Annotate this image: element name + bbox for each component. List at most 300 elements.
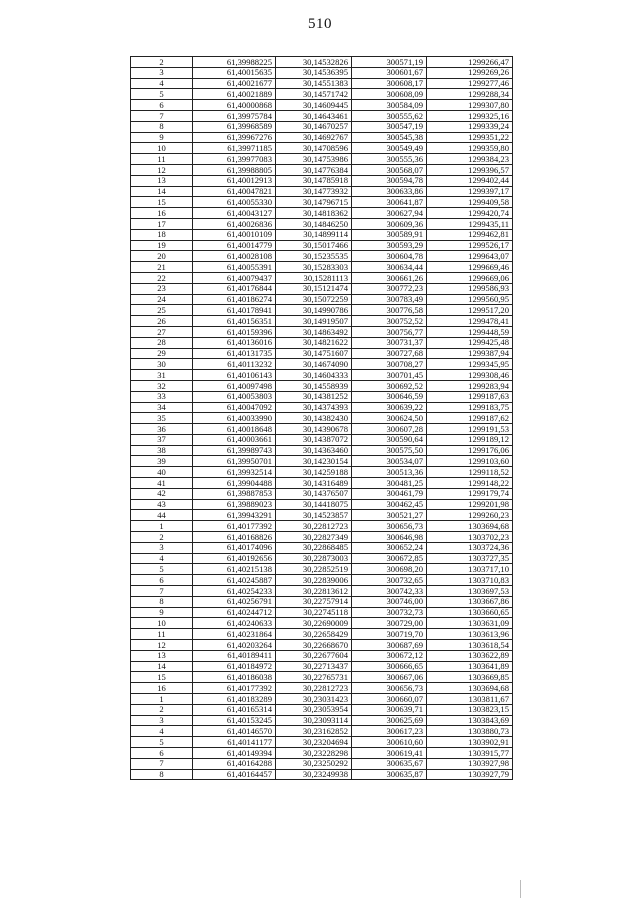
y-coordinate-cell: 1299288,34 <box>427 89 513 100</box>
y-coordinate-cell: 1299191,53 <box>427 424 513 435</box>
table-row <box>131 391 513 402</box>
x-coordinate-cell: 300727,68 <box>352 348 427 359</box>
point-number-cell: 34 <box>131 402 193 413</box>
x-coordinate-cell: 300639,22 <box>352 402 427 413</box>
point-number-cell: 13 <box>131 175 193 186</box>
table-row <box>131 586 513 597</box>
point-number-cell: 12 <box>131 640 193 651</box>
longitude-cell: 30,14846250 <box>276 218 352 229</box>
y-coordinate-cell: 1303823,15 <box>427 704 513 715</box>
table-row <box>131 186 513 197</box>
x-coordinate-cell: 300656,73 <box>352 521 427 532</box>
table-row <box>131 694 513 705</box>
latitude-cell: 61,40131735 <box>193 348 276 359</box>
table-row <box>131 424 513 435</box>
latitude-cell: 61,40240633 <box>193 618 276 629</box>
table-row <box>131 67 513 78</box>
latitude-cell: 61,40012913 <box>193 175 276 186</box>
point-number-cell: 6 <box>131 575 193 586</box>
latitude-cell: 61,40177392 <box>193 521 276 532</box>
latitude-cell: 61,40164288 <box>193 758 276 769</box>
y-coordinate-cell: 1299189,12 <box>427 434 513 445</box>
table-row <box>131 402 513 413</box>
x-coordinate-cell: 300624,50 <box>352 413 427 424</box>
x-coordinate-cell: 300604,78 <box>352 251 427 262</box>
longitude-cell: 30,14863492 <box>276 326 352 337</box>
x-coordinate-cell: 300756,77 <box>352 326 427 337</box>
longitude-cell: 30,14609445 <box>276 100 352 111</box>
x-coordinate-cell: 300634,44 <box>352 262 427 273</box>
table-row <box>131 316 513 327</box>
y-coordinate-cell: 1303660,65 <box>427 607 513 618</box>
table-row <box>131 359 513 370</box>
longitude-cell: 30,14670257 <box>276 121 352 132</box>
longitude-cell: 30,14604333 <box>276 370 352 381</box>
longitude-cell: 30,14692767 <box>276 132 352 143</box>
latitude-cell: 61,40164457 <box>193 769 276 780</box>
longitude-cell: 30,22839006 <box>276 575 352 586</box>
longitude-cell: 30,22873003 <box>276 553 352 564</box>
y-coordinate-cell: 1299643,07 <box>427 251 513 262</box>
y-coordinate-cell: 1299448,59 <box>427 326 513 337</box>
x-coordinate-cell: 300601,67 <box>352 67 427 78</box>
point-number-cell: 2 <box>131 704 193 715</box>
longitude-cell: 30,23053954 <box>276 704 352 715</box>
x-coordinate-cell: 300742,33 <box>352 586 427 597</box>
point-number-cell: 2 <box>131 532 193 543</box>
y-coordinate-cell: 1299409,58 <box>427 197 513 208</box>
longitude-cell: 30,22813612 <box>276 586 352 597</box>
y-coordinate-cell: 1303613,96 <box>427 629 513 640</box>
y-coordinate-cell: 1299269,26 <box>427 67 513 78</box>
x-coordinate-cell: 300584,09 <box>352 100 427 111</box>
x-coordinate-cell: 300719,70 <box>352 629 427 640</box>
latitude-cell: 61,40256791 <box>193 596 276 607</box>
point-number-cell: 7 <box>131 586 193 597</box>
y-coordinate-cell: 1299351,22 <box>427 132 513 143</box>
x-coordinate-cell: 300481,25 <box>352 478 427 489</box>
y-coordinate-cell: 1299187,63 <box>427 391 513 402</box>
point-number-cell: 36 <box>131 424 193 435</box>
latitude-cell: 61,40010109 <box>193 229 276 240</box>
point-number-cell: 4 <box>131 726 193 737</box>
point-number-cell: 10 <box>131 143 193 154</box>
longitude-cell: 30,14818362 <box>276 208 352 219</box>
longitude-cell: 30,23228298 <box>276 748 352 759</box>
y-coordinate-cell: 1299339,24 <box>427 121 513 132</box>
point-number-cell: 23 <box>131 283 193 294</box>
y-coordinate-cell: 1303927,98 <box>427 758 513 769</box>
y-coordinate-cell: 1303694,68 <box>427 683 513 694</box>
point-number-cell: 12 <box>131 164 193 175</box>
table-row <box>131 769 513 780</box>
point-number-cell: 5 <box>131 564 193 575</box>
x-coordinate-cell: 300701,45 <box>352 370 427 381</box>
table-row <box>131 197 513 208</box>
table-row <box>131 348 513 359</box>
longitude-cell: 30,14785918 <box>276 175 352 186</box>
latitude-cell: 61,40186038 <box>193 672 276 683</box>
longitude-cell: 30,14316489 <box>276 478 352 489</box>
longitude-cell: 30,14390678 <box>276 424 352 435</box>
longitude-cell: 30,14821622 <box>276 337 352 348</box>
point-number-cell: 15 <box>131 672 193 683</box>
table-row <box>131 78 513 89</box>
x-coordinate-cell: 300729,00 <box>352 618 427 629</box>
table-row <box>131 121 513 132</box>
point-number-cell: 35 <box>131 413 193 424</box>
point-number-cell: 14 <box>131 186 193 197</box>
latitude-cell: 61,40159396 <box>193 326 276 337</box>
y-coordinate-cell: 1303843,69 <box>427 715 513 726</box>
table-row <box>131 467 513 478</box>
table-row <box>131 510 513 521</box>
y-coordinate-cell: 1303902,91 <box>427 737 513 748</box>
table-row <box>131 640 513 651</box>
point-number-cell: 13 <box>131 650 193 661</box>
latitude-cell: 61,40168826 <box>193 532 276 543</box>
table-row <box>131 218 513 229</box>
point-number-cell: 37 <box>131 434 193 445</box>
x-coordinate-cell: 300462,45 <box>352 499 427 510</box>
point-number-cell: 17 <box>131 218 193 229</box>
table-row <box>131 478 513 489</box>
longitude-cell: 30,14796715 <box>276 197 352 208</box>
table-row <box>131 283 513 294</box>
x-coordinate-cell: 300513,36 <box>352 467 427 478</box>
x-coordinate-cell: 300549,49 <box>352 143 427 154</box>
y-coordinate-cell: 1299560,95 <box>427 294 513 305</box>
latitude-cell: 61,40003661 <box>193 434 276 445</box>
latitude-cell: 61,39932514 <box>193 467 276 478</box>
longitude-cell: 30,22812723 <box>276 521 352 532</box>
latitude-cell: 61,39988225 <box>193 57 276 68</box>
y-coordinate-cell: 1299478,41 <box>427 316 513 327</box>
y-coordinate-cell: 1303702,23 <box>427 532 513 543</box>
point-number-cell: 6 <box>131 748 193 759</box>
table-row <box>131 542 513 553</box>
x-coordinate-cell: 300708,27 <box>352 359 427 370</box>
longitude-cell: 30,15017466 <box>276 240 352 251</box>
x-coordinate-cell: 300619,41 <box>352 748 427 759</box>
longitude-cell: 30,22765731 <box>276 672 352 683</box>
y-coordinate-cell: 1299176,06 <box>427 445 513 456</box>
point-number-cell: 14 <box>131 661 193 672</box>
y-coordinate-cell: 1299345,95 <box>427 359 513 370</box>
point-number-cell: 15 <box>131 197 193 208</box>
point-number-cell: 40 <box>131 467 193 478</box>
x-coordinate-cell: 300687,69 <box>352 640 427 651</box>
point-number-cell: 8 <box>131 121 193 132</box>
point-number-cell: 38 <box>131 445 193 456</box>
latitude-cell: 61,40245887 <box>193 575 276 586</box>
longitude-cell: 30,14773932 <box>276 186 352 197</box>
longitude-cell: 30,14523857 <box>276 510 352 521</box>
point-number-cell: 9 <box>131 132 193 143</box>
y-coordinate-cell: 1299396,57 <box>427 164 513 175</box>
latitude-cell: 61,39971185 <box>193 143 276 154</box>
latitude-cell: 61,40141177 <box>193 737 276 748</box>
point-number-cell: 22 <box>131 272 193 283</box>
x-coordinate-cell: 300617,23 <box>352 726 427 737</box>
table-row <box>131 337 513 348</box>
x-coordinate-cell: 300610,60 <box>352 737 427 748</box>
y-coordinate-cell: 1303697,53 <box>427 586 513 597</box>
point-number-cell: 24 <box>131 294 193 305</box>
longitude-cell: 30,22868485 <box>276 542 352 553</box>
coordinates-table-body <box>131 57 513 780</box>
longitude-cell: 30,14259188 <box>276 467 352 478</box>
point-number-cell: 27 <box>131 326 193 337</box>
latitude-cell: 61,40176844 <box>193 283 276 294</box>
longitude-cell: 30,15283303 <box>276 262 352 273</box>
table-row <box>131 380 513 391</box>
table-row <box>131 143 513 154</box>
point-number-cell: 44 <box>131 510 193 521</box>
latitude-cell: 61,40183289 <box>193 694 276 705</box>
x-coordinate-cell: 300672,85 <box>352 553 427 564</box>
latitude-cell: 61,39975784 <box>193 110 276 121</box>
longitude-cell: 30,22757914 <box>276 596 352 607</box>
point-number-cell: 11 <box>131 154 193 165</box>
x-coordinate-cell: 300672,12 <box>352 650 427 661</box>
y-coordinate-cell: 1303641,89 <box>427 661 513 672</box>
latitude-cell: 61,40113232 <box>193 359 276 370</box>
table-row <box>131 650 513 661</box>
latitude-cell: 61,39943291 <box>193 510 276 521</box>
latitude-cell: 61,40106143 <box>193 370 276 381</box>
table-row <box>131 726 513 737</box>
point-number-cell: 6 <box>131 100 193 111</box>
longitude-cell: 30,14376507 <box>276 488 352 499</box>
longitude-cell: 30,22658429 <box>276 629 352 640</box>
y-coordinate-cell: 1299325,16 <box>427 110 513 121</box>
longitude-cell: 30,14382430 <box>276 413 352 424</box>
point-number-cell: 7 <box>131 110 193 121</box>
y-coordinate-cell: 1299308,46 <box>427 370 513 381</box>
x-coordinate-cell: 300589,91 <box>352 229 427 240</box>
y-coordinate-cell: 1299266,47 <box>427 57 513 68</box>
longitude-cell: 30,14643461 <box>276 110 352 121</box>
longitude-cell: 30,14708596 <box>276 143 352 154</box>
point-number-cell: 2 <box>131 57 193 68</box>
y-coordinate-cell: 1303618,54 <box>427 640 513 651</box>
longitude-cell: 30,22668670 <box>276 640 352 651</box>
y-coordinate-cell: 1299669,46 <box>427 262 513 273</box>
longitude-cell: 30,14558939 <box>276 380 352 391</box>
point-number-cell: 25 <box>131 305 193 316</box>
x-coordinate-cell: 300608,17 <box>352 78 427 89</box>
longitude-cell: 30,23204694 <box>276 737 352 748</box>
y-coordinate-cell: 1303694,68 <box>427 521 513 532</box>
latitude-cell: 61,40055330 <box>193 197 276 208</box>
table-row <box>131 445 513 456</box>
x-coordinate-cell: 300555,62 <box>352 110 427 121</box>
latitude-cell: 61,40174096 <box>193 542 276 553</box>
latitude-cell: 61,39977083 <box>193 154 276 165</box>
x-coordinate-cell: 300590,64 <box>352 434 427 445</box>
latitude-cell: 61,39989743 <box>193 445 276 456</box>
x-coordinate-cell: 300639,71 <box>352 704 427 715</box>
x-coordinate-cell: 300635,87 <box>352 769 427 780</box>
latitude-cell: 61,40028108 <box>193 251 276 262</box>
point-number-cell: 32 <box>131 380 193 391</box>
latitude-cell: 61,40079437 <box>193 272 276 283</box>
point-number-cell: 29 <box>131 348 193 359</box>
point-number-cell: 16 <box>131 208 193 219</box>
point-number-cell: 21 <box>131 262 193 273</box>
longitude-cell: 30,14418075 <box>276 499 352 510</box>
latitude-cell: 61,40165314 <box>193 704 276 715</box>
x-coordinate-cell: 300652,24 <box>352 542 427 553</box>
y-coordinate-cell: 1299277,46 <box>427 78 513 89</box>
latitude-cell: 61,39967276 <box>193 132 276 143</box>
latitude-cell: 61,40178941 <box>193 305 276 316</box>
longitude-cell: 30,23250292 <box>276 758 352 769</box>
longitude-cell: 30,15121474 <box>276 283 352 294</box>
table-row <box>131 100 513 111</box>
point-number-cell: 19 <box>131 240 193 251</box>
x-coordinate-cell: 300641,87 <box>352 197 427 208</box>
x-coordinate-cell: 300609,36 <box>352 218 427 229</box>
latitude-cell: 61,40018648 <box>193 424 276 435</box>
x-coordinate-cell: 300656,73 <box>352 683 427 694</box>
latitude-cell: 61,39887853 <box>193 488 276 499</box>
longitude-cell: 30,22852519 <box>276 564 352 575</box>
table-row <box>131 57 513 68</box>
latitude-cell: 61,40000868 <box>193 100 276 111</box>
point-number-cell: 41 <box>131 478 193 489</box>
x-coordinate-cell: 300625,69 <box>352 715 427 726</box>
point-number-cell: 30 <box>131 359 193 370</box>
longitude-cell: 30,14571742 <box>276 89 352 100</box>
point-number-cell: 28 <box>131 337 193 348</box>
longitude-cell: 30,14899114 <box>276 229 352 240</box>
x-coordinate-cell: 300593,29 <box>352 240 427 251</box>
x-coordinate-cell: 300732,65 <box>352 575 427 586</box>
point-number-cell: 5 <box>131 89 193 100</box>
table-row <box>131 154 513 165</box>
x-coordinate-cell: 300776,58 <box>352 305 427 316</box>
longitude-cell: 30,14551383 <box>276 78 352 89</box>
y-coordinate-cell: 1299425,48 <box>427 337 513 348</box>
x-coordinate-cell: 300772,23 <box>352 283 427 294</box>
latitude-cell: 61,39889023 <box>193 499 276 510</box>
y-coordinate-cell: 1303915,77 <box>427 748 513 759</box>
y-coordinate-cell: 1303717,10 <box>427 564 513 575</box>
point-number-cell: 3 <box>131 542 193 553</box>
latitude-cell: 61,40215138 <box>193 564 276 575</box>
x-coordinate-cell: 300698,20 <box>352 564 427 575</box>
longitude-cell: 30,22745118 <box>276 607 352 618</box>
latitude-cell: 61,40015635 <box>193 67 276 78</box>
latitude-cell: 61,40014779 <box>193 240 276 251</box>
x-coordinate-cell: 300752,52 <box>352 316 427 327</box>
latitude-cell: 61,40153245 <box>193 715 276 726</box>
x-coordinate-cell: 300732,73 <box>352 607 427 618</box>
y-coordinate-cell: 1299359,80 <box>427 143 513 154</box>
x-coordinate-cell: 300547,19 <box>352 121 427 132</box>
table-row <box>131 488 513 499</box>
point-number-cell: 26 <box>131 316 193 327</box>
latitude-cell: 61,40177392 <box>193 683 276 694</box>
longitude-cell: 30,14536395 <box>276 67 352 78</box>
point-number-cell: 20 <box>131 251 193 262</box>
table-row <box>131 240 513 251</box>
y-coordinate-cell: 1303669,85 <box>427 672 513 683</box>
table-row <box>131 305 513 316</box>
longitude-cell: 30,14990786 <box>276 305 352 316</box>
point-number-cell: 11 <box>131 629 193 640</box>
latitude-cell: 61,39950701 <box>193 456 276 467</box>
latitude-cell: 61,40146570 <box>193 726 276 737</box>
x-coordinate-cell: 300646,59 <box>352 391 427 402</box>
x-coordinate-cell: 300633,86 <box>352 186 427 197</box>
longitude-cell: 30,14919507 <box>276 316 352 327</box>
y-coordinate-cell: 1299462,81 <box>427 229 513 240</box>
latitude-cell: 61,40047821 <box>193 186 276 197</box>
table-row <box>131 413 513 424</box>
point-number-cell: 1 <box>131 694 193 705</box>
longitude-cell: 30,23031423 <box>276 694 352 705</box>
table-row <box>131 704 513 715</box>
y-coordinate-cell: 1299283,94 <box>427 380 513 391</box>
point-number-cell: 42 <box>131 488 193 499</box>
table-row <box>131 748 513 759</box>
latitude-cell: 61,39988805 <box>193 164 276 175</box>
y-coordinate-cell: 1303667,86 <box>427 596 513 607</box>
point-number-cell: 3 <box>131 715 193 726</box>
longitude-cell: 30,22677604 <box>276 650 352 661</box>
longitude-cell: 30,14751607 <box>276 348 352 359</box>
point-number-cell: 31 <box>131 370 193 381</box>
table-row <box>131 758 513 769</box>
latitude-cell: 61,40026836 <box>193 218 276 229</box>
point-number-cell: 8 <box>131 769 193 780</box>
table-row <box>131 607 513 618</box>
table-row <box>131 208 513 219</box>
y-coordinate-cell: 1303811,67 <box>427 694 513 705</box>
longitude-cell: 30,22690009 <box>276 618 352 629</box>
x-coordinate-cell: 300461,79 <box>352 488 427 499</box>
latitude-cell: 61,40136016 <box>193 337 276 348</box>
x-coordinate-cell: 300555,36 <box>352 154 427 165</box>
x-coordinate-cell: 300660,07 <box>352 694 427 705</box>
longitude-cell: 30,14374393 <box>276 402 352 413</box>
y-coordinate-cell: 1303724,36 <box>427 542 513 553</box>
y-coordinate-cell: 1299669,06 <box>427 272 513 283</box>
x-coordinate-cell: 300746,00 <box>352 596 427 607</box>
longitude-cell: 30,23249938 <box>276 769 352 780</box>
latitude-cell: 61,40189411 <box>193 650 276 661</box>
latitude-cell: 61,39904488 <box>193 478 276 489</box>
longitude-cell: 30,23093114 <box>276 715 352 726</box>
x-coordinate-cell: 300607,28 <box>352 424 427 435</box>
longitude-cell: 30,14230154 <box>276 456 352 467</box>
y-coordinate-cell: 1299397,17 <box>427 186 513 197</box>
table-row <box>131 370 513 381</box>
point-number-cell: 9 <box>131 607 193 618</box>
point-number-cell: 5 <box>131 737 193 748</box>
longitude-cell: 30,22827349 <box>276 532 352 543</box>
latitude-cell: 61,40043127 <box>193 208 276 219</box>
y-coordinate-cell: 1299387,94 <box>427 348 513 359</box>
x-coordinate-cell: 300608,09 <box>352 89 427 100</box>
table-row <box>131 294 513 305</box>
y-coordinate-cell: 1303622,89 <box>427 650 513 661</box>
point-number-cell: 8 <box>131 596 193 607</box>
latitude-cell: 61,40053803 <box>193 391 276 402</box>
